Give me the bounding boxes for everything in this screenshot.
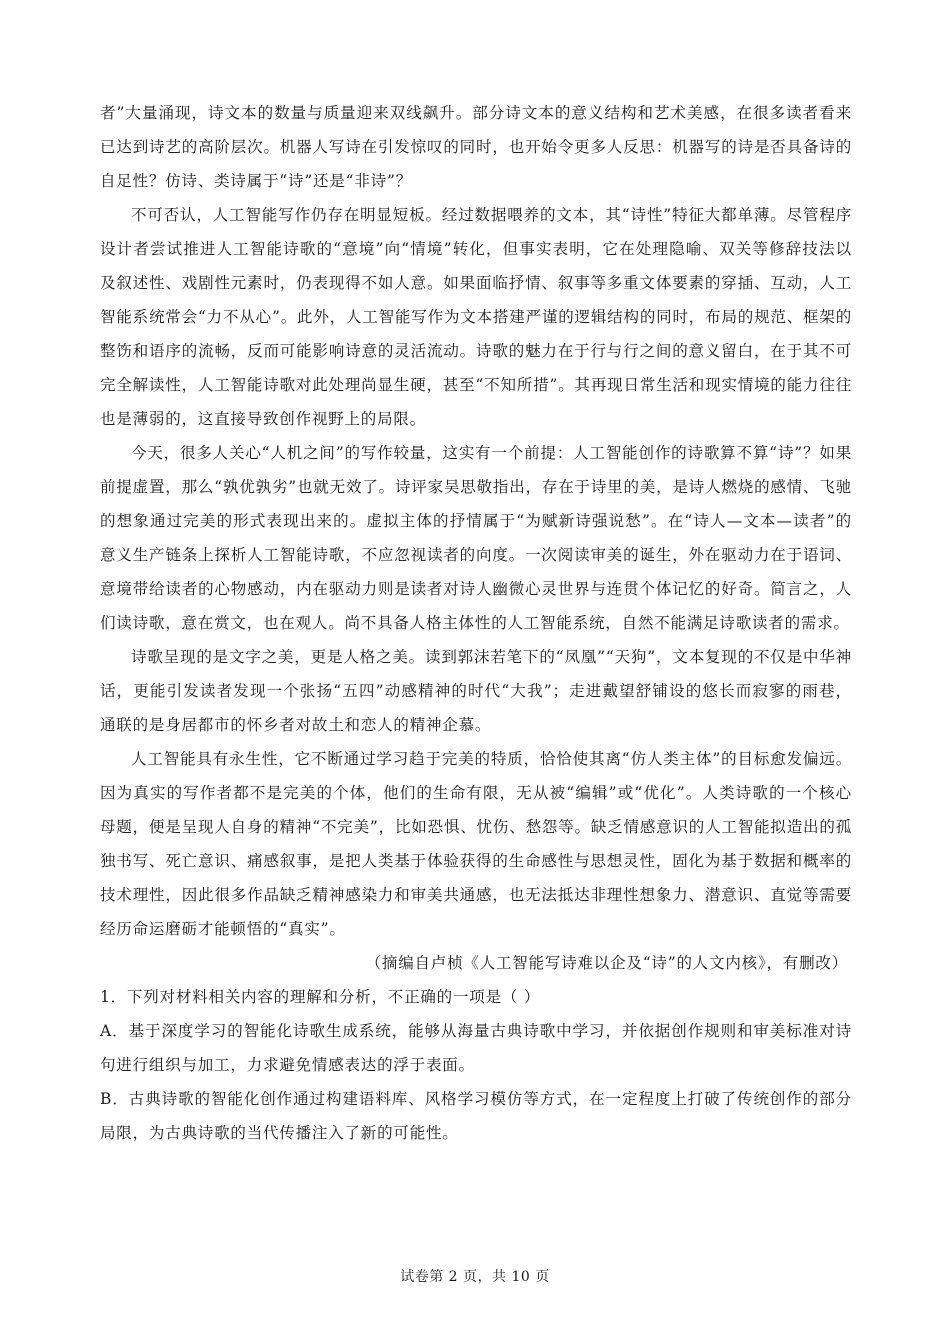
question-option-a: A．基于深度学习的智能化诗歌生成系统，能够从海量古典诗歌中学习，并依据创作规则和审美标准对诗句进行组织与加工，力求避免情感表达的浮于表面。 bbox=[100, 1022, 852, 1074]
passage-paragraph-immortality: 人工智能具有永生性，它不断通过学习趋于完美的特质，恰恰使其离“仿人类主体”的目标愈发偏远。因为真实的写作者都不是完美的个体，他们的生命有限，无从被“编辑”或“优化”。人类诗歌的一个核心母题，便是呈现人自身的精神“不完美”，比如恐惧、忧伤、愁怨等。缺乏情感意识的人工智能拟造出的孤独书写、死亡意识、痛感叙事，是把人类基于体验获得的生命感性与思想灵性，固化为基于数据和概率的技术理性，因此很多作品缺乏精神感染力和审美共通感，也无法抵达非理性想象力、潜意识、直觉等需要经历命运磨砺才能顿悟的“真实”。 bbox=[100, 750, 852, 938]
passage-paragraph-human-machine: 今天，很多人关心“人机之间”的写作较量，这实有一个前提：人工智能创作的诗歌算不算“诗”？如果前提虚置，那么“孰优孰劣”也就无效了。诗评家吴思敬指出，存在于诗里的美，是诗人燃烧的感情、飞驰的想象通过完美的形式表现出来的。虚拟主体的抒情属于“为赋新诗强说愁”。在“诗人—文本—读者”的意义生产链条上探析人工智能诗歌，不应忽视读者的向度。一次阅读审美的诞生，外在驱动力在于语词、意境带给读者的心物感动，内在驱动力则是读者对诗人幽微心灵世界与连贯个体记忆的好奇。简言之，人们读诗歌，意在赏文，也在观人。尚不具备人格主体性的人工智能系统，自然不能满足诗歌读者的需求。 bbox=[100, 444, 852, 632]
document-body bbox=[100, 96, 852, 1150]
passage-paragraph-continued: 者”大量涌现，诗文本的数量与质量迎来双线飙升。部分诗文本的意义结构和艺术美感，在很多读者看来已达到诗艺的高阶层次。机器人写诗在引发惊叹的同时，也开始令更多人反思：机器写的诗是否具备诗的自足性？仿诗、类诗属于“诗”还是“非诗”？ bbox=[100, 104, 852, 190]
question-option-b: B．古典诗歌的智能化创作通过构建语料库、风格学习模仿等方式，在一定程度上打破了传统创作的部分局限，为古典诗歌的当代传播注入了新的可能性。 bbox=[100, 1090, 852, 1142]
passage-paragraph-ai-shortcomings: 不可否认，人工智能写作仍存在明显短板。经过数据喂养的文本，其“诗性”特征大都单薄。尽管程序设计者尝试推进人工智能诗歌的“意境”向“情境”转化，但事实表明，它在处理隐喻、双关等修辞技法以及叙述性、戏剧性元素时，仍表现得不如人意。如果面临抒情、叙事等多重文体要素的穿插、互动，人工智能系统常会“力不从心”。此外，人工智能写作为文本搭建严谨的逻辑结构的同时，布局的规范、框架的整饬和语序的流畅，反而可能影响诗意的灵活流动。诗歌的魅力在于行与行之间的意义留白，在于其不可完全解读性，人工智能诗歌对此处理尚显生硬，甚至“不知所措”。其再现日常生活和现实情境的能力往往也是薄弱的，这直接导致创作视野上的局限。 bbox=[100, 206, 852, 428]
question-stem: 1．下列对材料相关内容的理解和分析，不正确的一项是（ ） bbox=[100, 988, 541, 1006]
passage-source-citation: （摘编自卢桢《人工智能写诗难以企及“诗”的人文内核》，有删改） bbox=[365, 954, 848, 972]
passage-paragraph-personality: 诗歌呈现的是文字之美，更是人格之美。读到郭沫若笔下的“凤凰”“天狗”，文本复现的不仅是中华神话，更能引发读者发现一个张扬“五四”动感精神的时代“大我”；走进戴望舒铺设的悠长而寂寥的雨巷，通联的是身居都市的怀乡者对故土和恋人的精神企慕。 bbox=[100, 648, 852, 734]
page-footer: 试卷第 2 页，共 10 页 bbox=[400, 1269, 550, 1285]
